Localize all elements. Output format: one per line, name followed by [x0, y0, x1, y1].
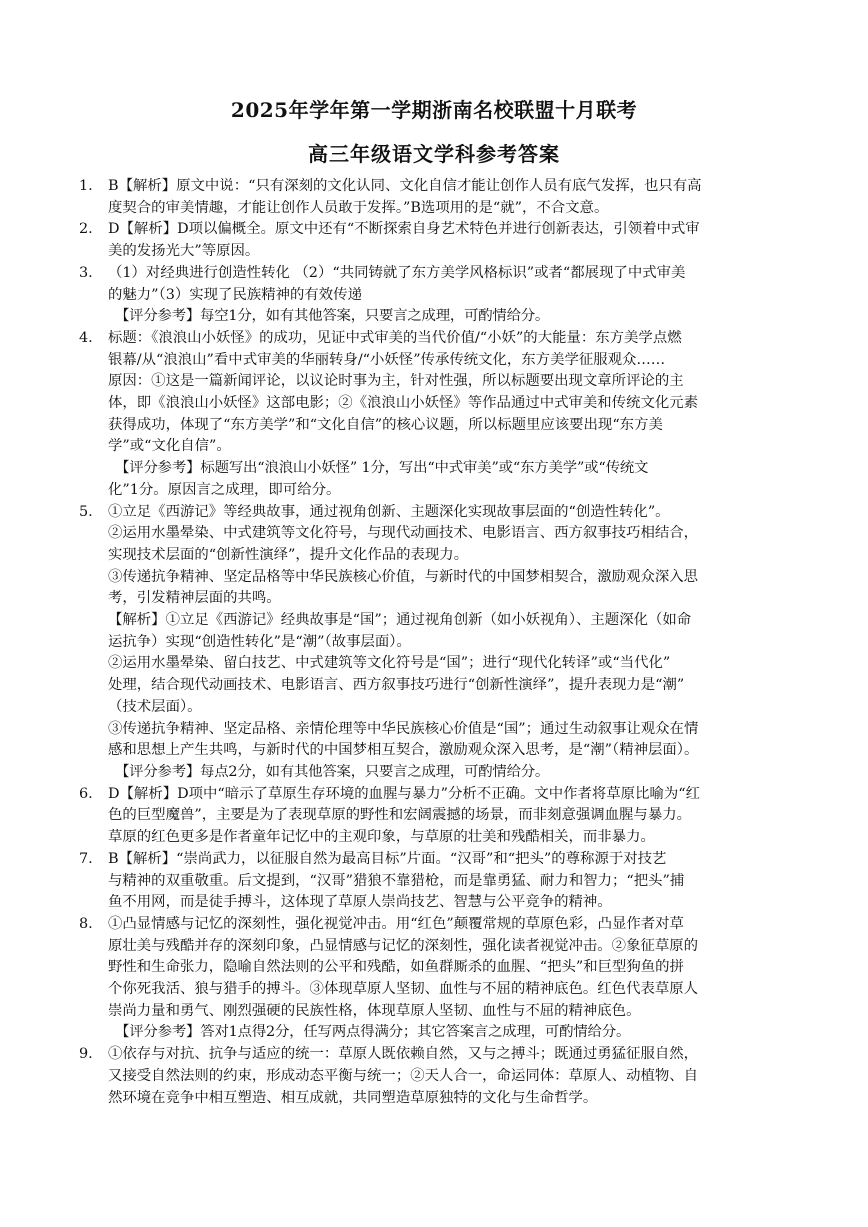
question-number: 4. [79, 329, 93, 346]
answer-line: 原因：①这是一篇新闻评论，以议论时事为主，针对性强，所以标题要出现文章所评论的主 [108, 373, 684, 390]
answer-list [79, 176, 788, 1109]
answer-line: 色的巨型魔兽”，主要是为了表现草原的野性和宏阔震撼的场景，而非刻意强调血腥与暴力。 [108, 807, 691, 824]
answer-item [79, 176, 788, 219]
answer-line: ②运用水墨晕染、中式建筑等文化符号，与现代动画技术、电影语言、西方叙事技巧相结合， [108, 525, 699, 542]
answer-line: 草原的红色更多是作者童年记忆中的主观印象，与草原的壮美和残酷相关，而非暴力。 [108, 829, 655, 846]
answer-line: 考，引发精神层面的共鸣。 [108, 590, 281, 607]
question-number: 1. [79, 178, 93, 194]
answer-line: 【评分参考】答对1点得2分，任写两点得满分；其它答案言之成理，可酌情给分。 [115, 1024, 631, 1041]
question-number: 8. [79, 915, 93, 932]
question-number: 9. [79, 1046, 93, 1063]
answer-line: 野性和生命张力，隐喻自然法则的公平和残酷，如鱼群厮杀的血腥、“把头”和巨型狗鱼的拼 [108, 959, 684, 976]
answer-line: ③传递抗争精神、坚定品格、亲情伦理等中华民族核心价值是“国”；通过生动叙事让观众在情 [108, 720, 699, 737]
answer-line: 处理，结合现代动画技术、电影语言、西方叙事技巧进行“创新性演绎”，提升表现力是“潮” [108, 677, 685, 694]
answer-line: 学”或“文化自信”。 [108, 438, 231, 455]
question-number: 2. [79, 221, 93, 238]
answer-line: D【解析】D项以偏概全。原文中还有“不断探索自身艺术特色并进行创新表达，引领着中式审 [108, 221, 700, 238]
answer-item [79, 263, 788, 328]
answer-line: 感和思想上产生共鸣，与新时代的中国梦相互契合，激励观众深入思考，是“潮”（精神层面）。 [108, 742, 699, 759]
answer-line: 实现技术层面的“创新性演绎”，提升文化作品的表现力。 [108, 546, 469, 563]
answer-item [79, 328, 788, 502]
answer-item [79, 219, 788, 262]
answer-item [79, 849, 788, 914]
answer-line: 又接受自然法则的约束，形成动态平衡与统一；②天人合一，命运同体：草原人、动植物、自 [108, 1067, 699, 1084]
answer-line: 【评分参考】标题写出“浪浪山小妖怪” 1分，写出“中式审美”或“东方美学”或“传统文 [115, 460, 649, 477]
answer-line: 银幕/从“浪浪山”看中式审美的华丽转身/“小妖怪”传承传统文化，东方美学征服观众…… [108, 351, 666, 368]
answer-line: ①立足《西游记》等经典故事，通过视角创新、主题深化实现故事层面的“创造性转化”。 [108, 503, 670, 520]
answer-item [79, 914, 788, 1044]
answer-line: 度契合的审美情趣，才能让创作人员敢于发挥。”B选项用的是“就”，不合文意。 [108, 199, 609, 216]
answer-item [79, 502, 788, 784]
answer-line: 美的发扬光大”等原因。 [108, 243, 260, 260]
answer-line: 崇尚力量和勇气、刚烈强硬的民族性格，体现草原人坚韧、血性与不屈的精神底色。 [108, 1002, 641, 1019]
answer-line: B【解析】“崇尚武力，以征服自然为最高目标”片面。“汉哥”和“把头”的尊称源于对技艺 [108, 850, 667, 867]
answer-item [79, 1044, 788, 1109]
answer-line: 个你死我活、狼与猎手的搏斗。③体现草原人坚韧、血性与不屈的精神底色。红色代表草原人 [108, 981, 699, 998]
answer-line: 的魅力”（3）实现了民族精神的有效传递 [108, 286, 362, 303]
answer-line: 运抗争）实现“创造性转化”是“潮”（故事层面）。 [108, 633, 411, 650]
answer-line: ③传递抗争精神、坚定品格等中华民族核心价值，与新时代的中国梦相契合，激励观众深入思 [108, 568, 699, 585]
question-number: 5. [79, 503, 93, 520]
answer-line: B【解析】原文中说：“只有深刻的文化认同、文化自信才能让创作人员有底气发挥，也只有高 [108, 178, 702, 194]
answer-line: 【评分参考】每点2分，如有其他答案，只要言之成理，可酌情给分。 [115, 763, 550, 780]
answer-line: 【评分参考】每空1分，如有其他答案，只要言之成理，可酌情给分。 [115, 308, 550, 325]
answer-line: （1）对经典进行创造性转化 （2）“共同铸就了东方美学风格标识”或者“都展现了中式审美 [108, 264, 686, 281]
answer-line: 然环境在竞争中相互塑造、相互成就，共同塑造草原独特的文化与生命哲学。 [108, 1089, 598, 1106]
answer-line: 【解析】①立足《西游记》经典故事是“国”；通过视角创新（如小妖视角）、主题深化（如命 [108, 612, 692, 629]
answer-line: 鱼不用网，而是徒手搏斗，这体现了草原人崇尚技艺、智慧与公平竞争的精神。 [108, 894, 612, 911]
answer-line: ②运用水墨晕染、留白技艺、中式建筑等文化符号是“国”；进行“现代化转译”或“当代化” [108, 655, 671, 672]
answer-key-title: 高三年级语文学科参考答案 [308, 142, 560, 166]
answer-line: 与精神的双重敬重。后文提到，“汉哥”猎狼不靠猎枪，而是靠勇猛、耐力和智力；“把头”捕 [108, 872, 685, 889]
answer-line: 标题：《浪浪山小妖怪》的成功，见证中式审美的当代价值/“小妖”的大能量：东方美学点燃 [108, 329, 682, 346]
answer-line: 体，即《浪浪山小妖怪》这部电影；②《浪浪山小妖怪》等作品通过中式审美和传统文化元素 [108, 395, 699, 412]
answer-line: 原壮美与残酷并存的深刻印象，凸显情感与记忆的深刻性，强化读者视觉冲击。②象征草原的 [108, 937, 699, 954]
question-number: 7. [79, 850, 93, 867]
question-number: 6. [79, 785, 93, 802]
answer-line: D【解析】D项中“暗示了草原生存环境的血腥与暴力”分析不正确。文中作者将草原比喻为“红 [108, 785, 700, 802]
answer-line: ①依存与对抗、抗争与适应的统一：草原人既依赖自然，又与之搏斗；既通过勇猛征服自然， [108, 1046, 699, 1063]
answer-line: 获得成功，体现了“东方美学”和“文化自信”的核心议题，所以标题里应该要出现“东方美 [108, 416, 663, 433]
exam-title: 2025年学年第一学期浙南名校联盟十月联考 [230, 98, 638, 122]
answer-line: 化”1分。原因言之成理，即可给分。 [108, 481, 341, 498]
question-number: 3. [79, 264, 93, 281]
answer-item [79, 784, 788, 849]
answer-line: （技术层面）。 [108, 698, 202, 715]
answer-line: ①凸显情感与记忆的深刻性，强化视觉冲击。用“红色”颠覆常规的草原色彩，凸显作者对草 [108, 915, 684, 932]
